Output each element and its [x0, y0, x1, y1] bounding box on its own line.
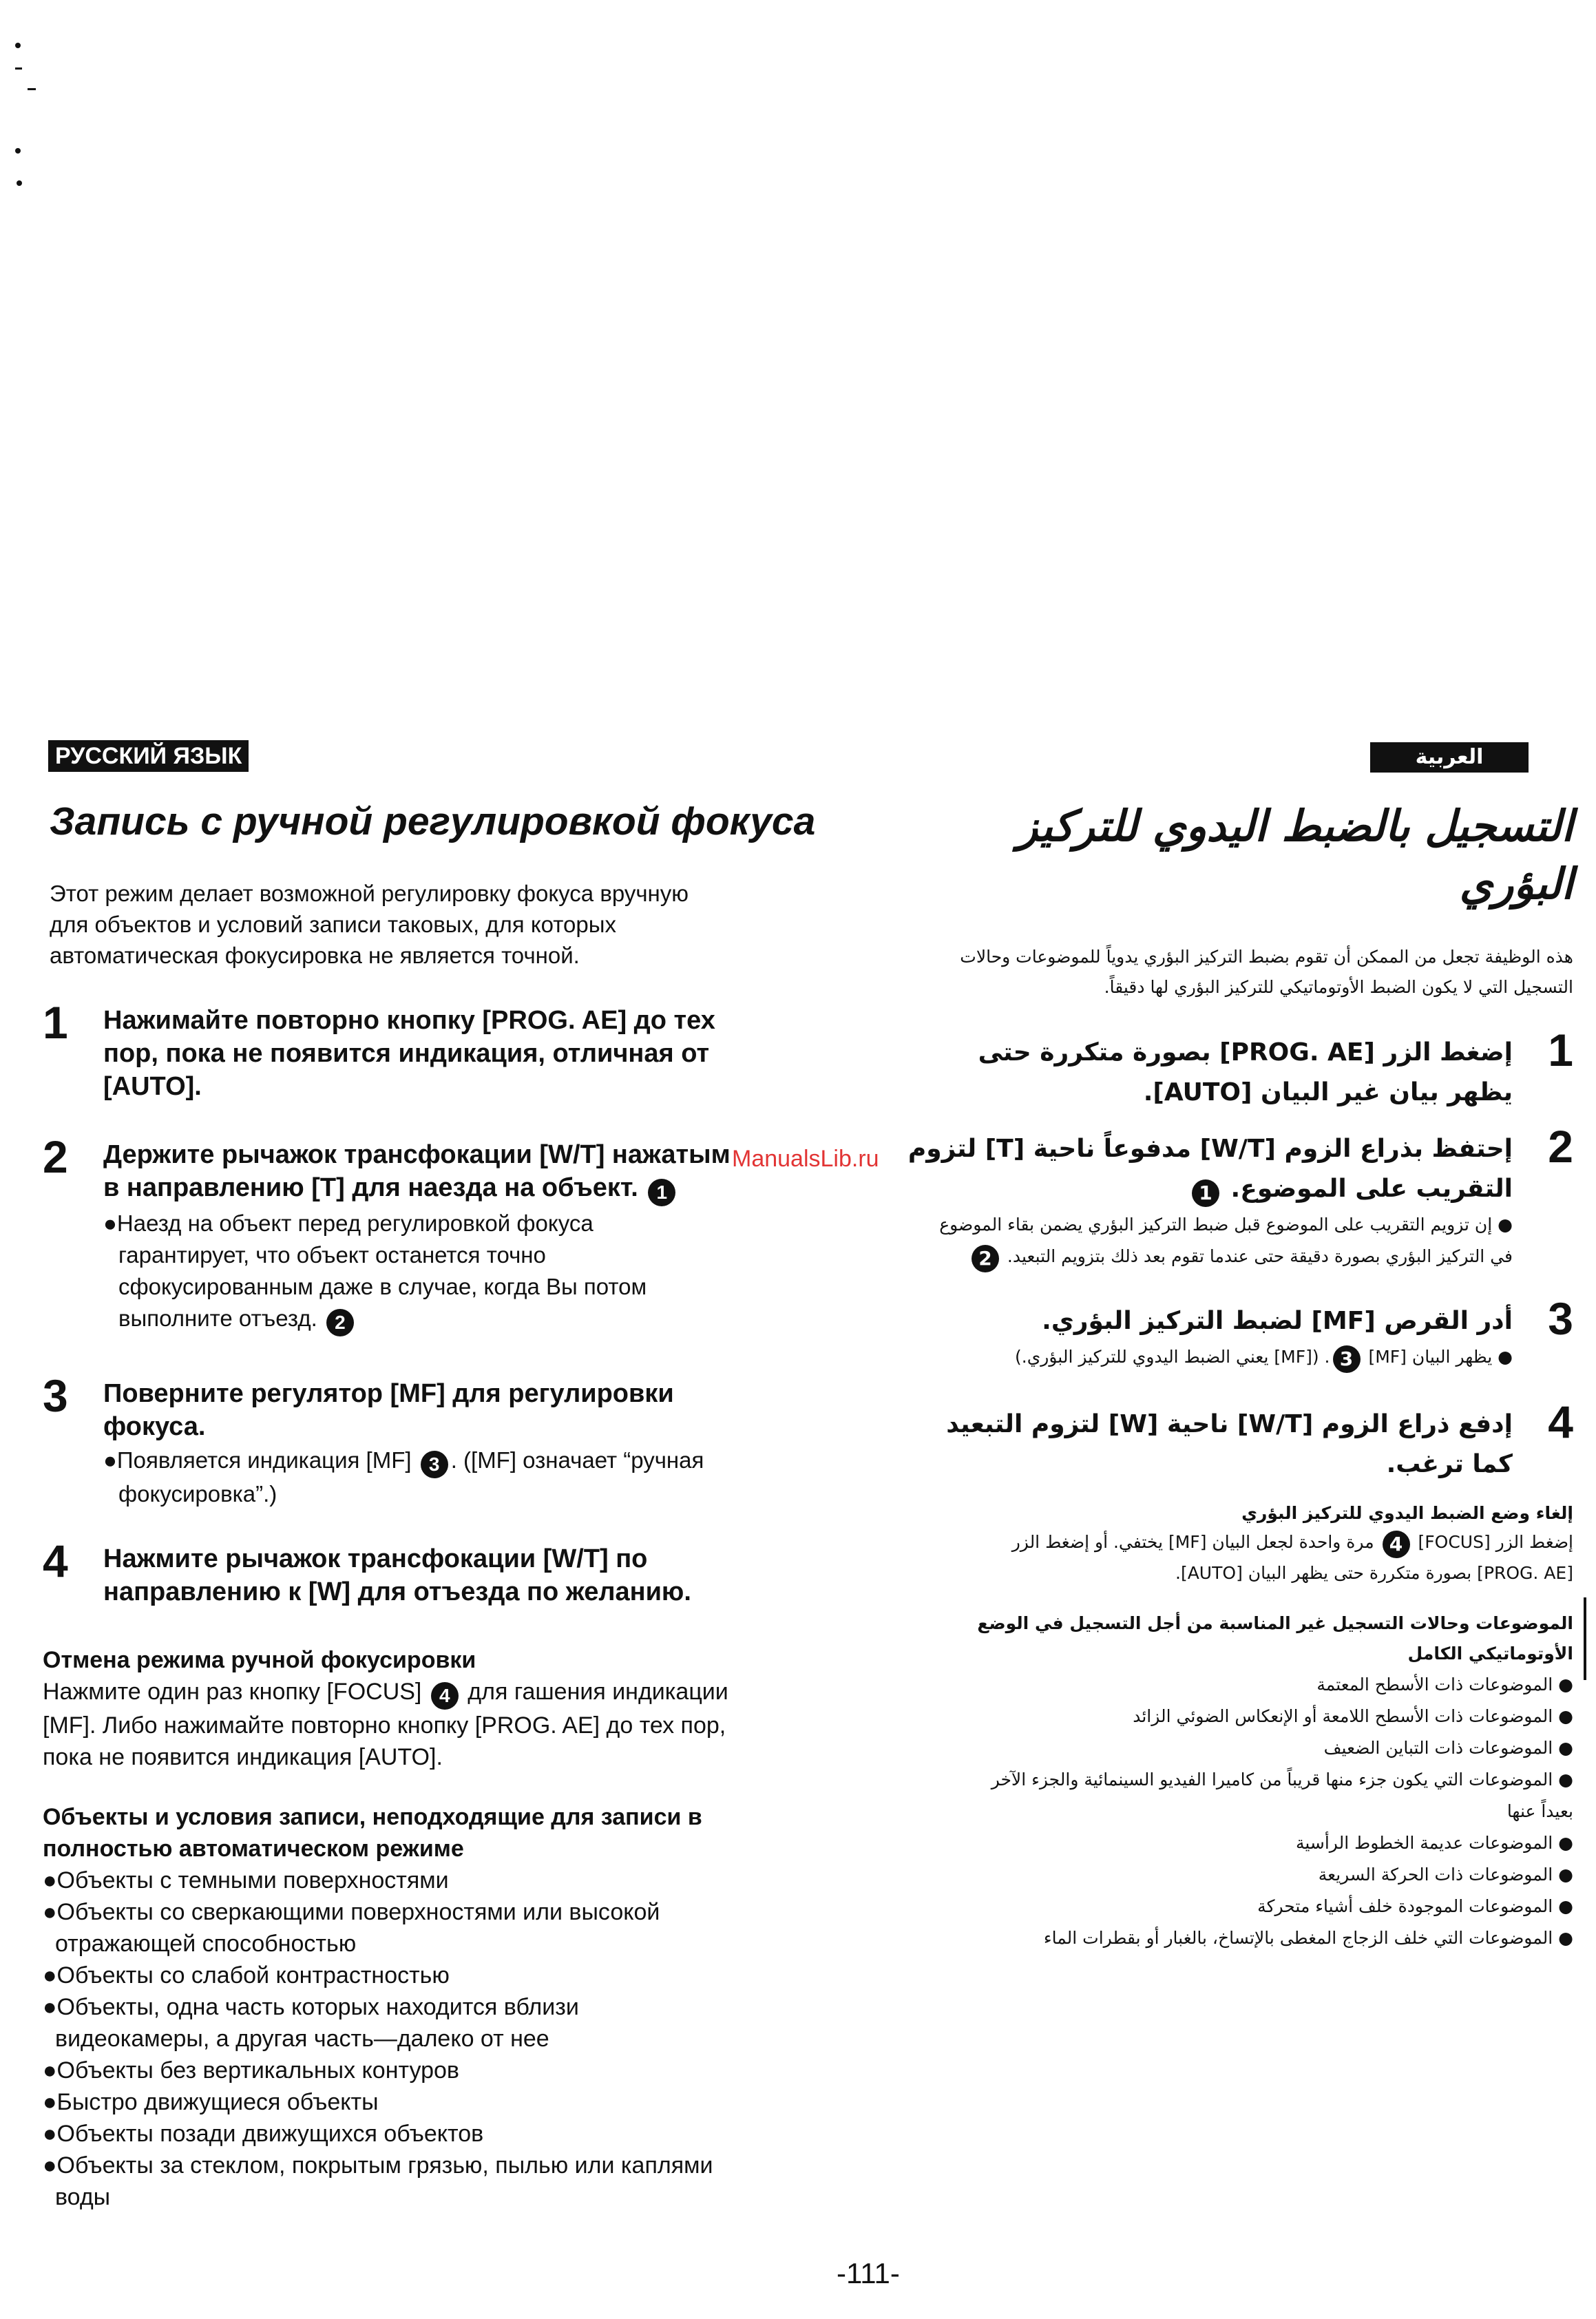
list-item: ● الموضوعات ذات التباين الضعيف — [1323, 1738, 1573, 1758]
list-item: ● الموضوعات الموجودة خلف أشياء متحركة — [1257, 1896, 1573, 1916]
step-heading: إضغط الزر [PROG. AE] بصورة متكررة حتى يظهر بيان غير البيان [AUTO]. — [978, 1038, 1513, 1106]
step-note: ● يظهر البيان [MF] 3. ([MF] يعني الضبط اليدوي للتركيز البؤري.) — [879, 1341, 1513, 1373]
language-badge-ru: РУССКИЙ ЯЗЫК — [48, 740, 249, 772]
marker-4-icon: 4 — [1383, 1531, 1410, 1558]
step-number: 1 — [1548, 1025, 1573, 1075]
objects-heading-ru: Объекты и условия записи, неподходящие для записи в полностью автоматическом режиме — [43, 1804, 702, 1862]
step-note: ●Наезд на объект перед регулировкой фокуса гарантирует, что объект останется точно сфокусированным даже в случае, когда Вы потом выполните отъезд. 2 — [103, 1208, 833, 1336]
cancel-heading-ru: Отмена режима ручной фокусировки — [43, 1647, 476, 1673]
marker-1-icon: 1 — [1192, 1179, 1219, 1207]
step-number: 4 — [43, 1535, 68, 1586]
language-badge-ar: العربية — [1370, 742, 1529, 773]
step-note: ●Появляется индикация [MF] 3 . ([MF] означает “ручная фокусировка”.) — [103, 1447, 704, 1507]
page-number: -111- — [837, 2257, 900, 2289]
objects-heading-ar: الموضوعات وحالات التسجيل غير المناسبة من أجل التسجيل في الوضع الأوتوماتيكي الكامل — [977, 1613, 1573, 1664]
step-heading: أدر القرص [MF] لضبط التركيز البؤري. — [1042, 1307, 1513, 1335]
page-title-ru: Запись с ручной регулировкой фокуса — [50, 799, 816, 843]
list-item: ● الموضوعات التي خلف الزجاج المغطى بالإتساخ، بالغبار أو بقطرات الماء — [1043, 1928, 1573, 1948]
step-heading: إحتفظ بذراع الزوم [W/T] مدفوعاً ناحية [T] لتزوم التقريب على الموضوع. 1 — [879, 1129, 1513, 1209]
step-note: ● إن تزويم التقريب على الموضوع قبل ضبط التركيز البؤري يضمن بقاء الموضوع في التركيز البؤري بصورة دقيقة حتى عندما تقوم بعد ذلك بتزويم التبعيد. 2 — [879, 1209, 1513, 1272]
marker-3-icon: 3 — [421, 1451, 448, 1478]
list-item: ●Объекты позади движущихся объектов — [43, 2121, 484, 2147]
list-item: ●Быстро движущиеся объекты — [43, 2089, 379, 2115]
step-number: 2 — [1548, 1121, 1573, 1172]
scan-speck — [17, 180, 22, 186]
step-heading: Нажимайте повторно кнопку [PROG. AE] до тех пор, пока не появится индикация, отличная от [AUTO]. — [103, 1006, 715, 1101]
objects-list-ar — [874, 1669, 1573, 1954]
list-item-continuation: بعيداً عنها — [1506, 1801, 1573, 1821]
list-item: ● الموضوعات عديمة الخطوط الرأسية — [1295, 1833, 1573, 1853]
cancel-text-ar: إضغط الزر [FOCUS] 4 مرة واحدة لجعل البيان [MF] يختفي. أو إضغط الزر [PROG. AE] بصورة متكررة حتى يظهر البيان [AUTO]. — [1011, 1532, 1573, 1583]
marker-2-icon: 2 — [326, 1309, 354, 1336]
marker-1-icon: 1 — [648, 1179, 675, 1206]
list-item: ●Объекты без вертикальных контуров — [43, 2057, 459, 2084]
list-item: ●Объекты с темными поверхностями — [43, 1867, 449, 1893]
cancel-heading-ar: إلغاء وضع الضبط اليدوي للتركيز البؤري — [1241, 1503, 1573, 1523]
step-heading: Нажмите рычажок трансфокации [W/T] по направлению к [W] для отъезда по желанию. — [103, 1544, 691, 1606]
list-item: ●Объекты со слабой контрастностью — [43, 1962, 450, 1989]
intro-ar: هذه الوظيفة تجعل من الممكن أن تقوم بضبط التركيز البؤري يدوياً للموضوعات وحالات التسجيل التي لا يكون الضبط الأوتوماتيكي للتركيز البؤري لها دقيقاً. — [960, 947, 1573, 997]
list-item: ●Объекты, одна часть которых находится вблизи видеокамеры, а другая часть—далеко от нее — [43, 1994, 579, 2052]
step-number: 4 — [1548, 1396, 1573, 1447]
step-heading: إدفع ذراع الزوم [W/T] ناحية [W] لتزوم التبعيد كما ترغب. — [946, 1410, 1513, 1478]
step-number: 2 — [43, 1131, 68, 1182]
list-item: ● الموضوعات التي يكون جزء منها قريباً من كاميرا الفيديو السينمائية والجزء الآخر — [991, 1770, 1573, 1790]
scan-speck — [28, 88, 36, 90]
marker-3-icon: 3 — [1333, 1345, 1361, 1373]
scan-speck — [15, 148, 21, 154]
scan-speck — [15, 43, 21, 48]
cancel-text-ru: Нажмите один раз кнопку [FOCUS] 4 для гашения индикации [MF]. Либо нажимайте повторно кнопку [PROG. AE] до тех пор, пока не появится индикация [AUTO]. — [43, 1679, 728, 1770]
list-item: ● الموضوعات ذات الأسطح المعتمة — [1316, 1675, 1573, 1694]
watermark: ManualsLib.ru — [732, 1146, 879, 1172]
scan-speck — [15, 67, 22, 70]
step-number: 1 — [43, 997, 68, 1048]
page-title-ar: التسجيل بالضبط اليدوي للتركيز البؤري — [1017, 801, 1573, 909]
intro-ru: Этот режим делает возможной регулировку фокуса вручную для объектов и условий записи таковых, для которых автоматическая фокусировка не является точной. — [50, 881, 689, 968]
list-item: ● الموضوعات ذات الأسطح اللامعة أو الإنعكاس الضوئي الزائد — [1133, 1706, 1573, 1726]
step-heading: Держите рычажок трансфокации [W/T] нажатым в направлению [T] для наезда на объект. 1 — [103, 1138, 833, 1206]
list-item: ●Объекты за стеклом, покрытым грязью, пылью или каплями воды — [43, 2152, 713, 2210]
step-number: 3 — [1548, 1293, 1573, 1344]
objects-list-ru — [43, 1865, 834, 2213]
marker-4-icon: 4 — [431, 1682, 459, 1710]
list-item: ● الموضوعات ذات الحركة السريعة — [1318, 1865, 1573, 1885]
step-heading: Поверните регулятор [MF] для регулировки фокуса. — [103, 1379, 674, 1441]
margin-bar — [1584, 1597, 1586, 1680]
step-number: 3 — [43, 1370, 68, 1421]
list-item: ●Объекты со сверкающими поверхностями или высокой отражающей способностью — [43, 1899, 660, 1957]
marker-2-icon: 2 — [972, 1245, 999, 1272]
